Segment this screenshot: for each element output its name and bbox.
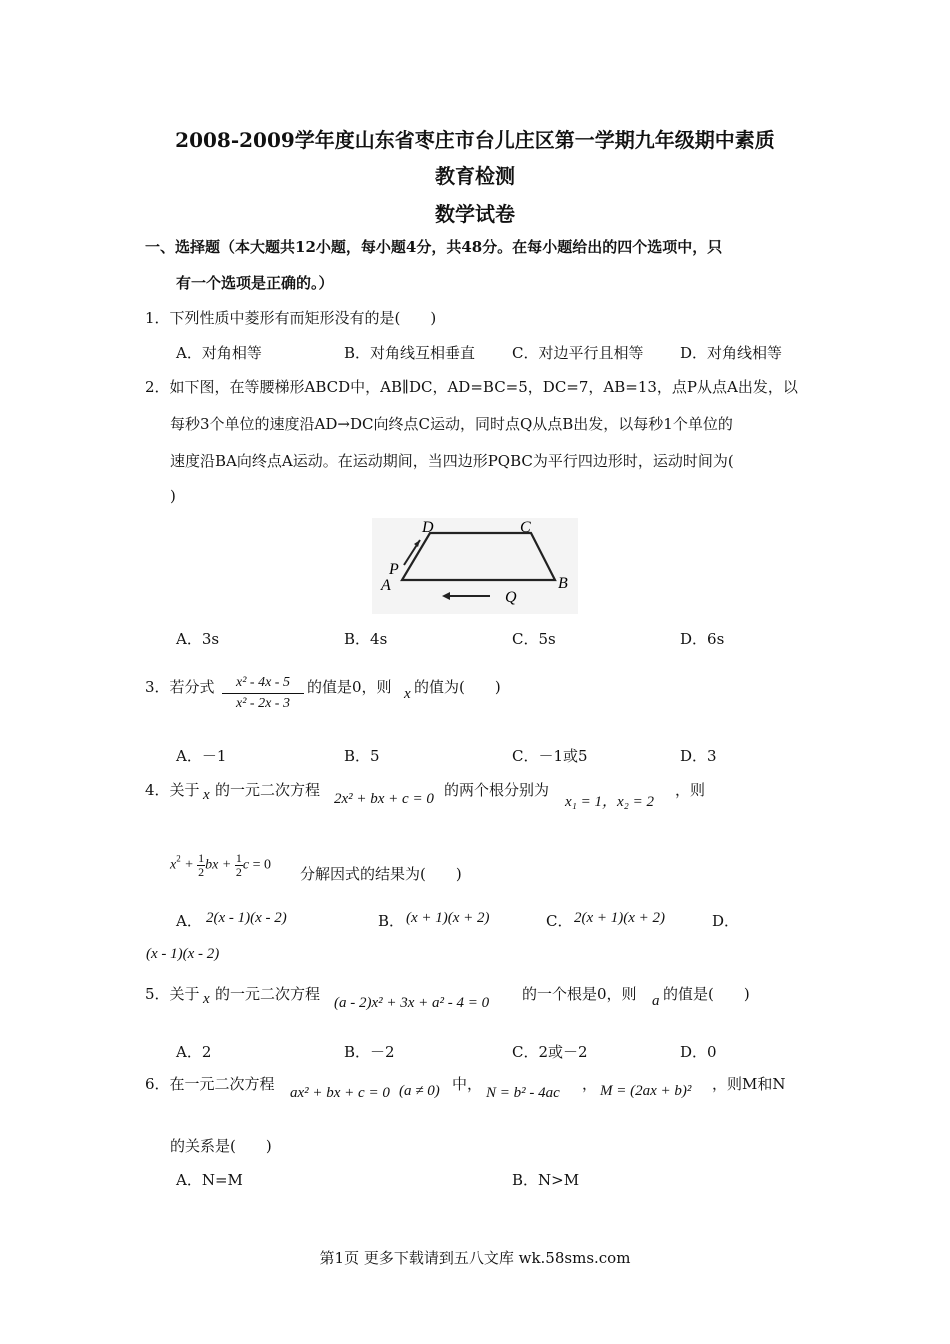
q6-equation: ax² + bx + c = 0 xyxy=(290,1085,390,1101)
q5-option-c: C．2或－2 xyxy=(512,1043,588,1061)
q1-option-c: C．对边平行且相等 xyxy=(512,344,644,362)
q4-option-a: 2(x - 1)(x - 2) xyxy=(206,910,287,926)
question-4-prefix: 4．关于 xyxy=(145,781,200,799)
question-1-stem: 1．下列性质中菱形有而矩形没有的是( ) xyxy=(145,309,437,327)
question-3-prefix: 3．若分式 xyxy=(145,678,215,696)
q4-half-2: $\frac{1}{2}$ xyxy=(235,851,242,879)
q6-option-a: A．N=M xyxy=(176,1171,243,1189)
q4-option-c-label: C． xyxy=(546,912,573,930)
question-5-mid1: 的一元二次方程 xyxy=(215,985,321,1003)
question-6-suffix: ，则M和N xyxy=(712,1075,786,1093)
question-2-line-3: 速度沿BA向终点A运动。在运动期间，当四边形PQBC为平行四边形时，运动时间为( xyxy=(170,452,734,470)
q1-option-a: A．对角相等 xyxy=(176,344,262,362)
q4-option-b-label: B． xyxy=(378,912,405,930)
question-6-comma: ， xyxy=(582,1075,598,1093)
question-5-suffix: 的值是( ) xyxy=(663,985,750,1003)
title-line-1: 2008-2009学年度山东省枣庄市台儿庄区第一学期九年级期中素质 xyxy=(175,128,775,152)
q4-expr-tail: = 0 xyxy=(252,857,271,873)
question-4-suffix: ，则 xyxy=(675,781,706,799)
q3-fraction xyxy=(222,675,304,712)
label-q: Q xyxy=(505,589,517,606)
q4-option-c: 2(x + 1)(x + 2) xyxy=(574,910,666,926)
q6-option-b: B．N>M xyxy=(512,1171,580,1189)
q2-option-c: C．5s xyxy=(512,630,556,648)
q2-option-d: D．6s xyxy=(680,630,725,648)
page-footer: 第1页 更多下载请到五八文库 wk.58sms.com xyxy=(319,1249,631,1267)
question-2-line-1: 2．如下图，在等腰梯形ABCD中，AB∥DC，AD=BC=5，DC=7，AB=13，点P从点A出发，以 xyxy=(145,378,798,396)
question-6-mid: 中， xyxy=(452,1075,483,1093)
question-2-line-2: 每秒3个单位的速度沿AD→DC向终点C运动，同时点Q从点B出发，以每秒1个单位的 xyxy=(170,415,733,433)
question-4-mid1: 的一元二次方程 xyxy=(215,781,321,799)
q3-var-x: x xyxy=(404,686,411,702)
q3-numerator: x² - 4x - 5 xyxy=(222,675,304,694)
q4-roots: x₁ = 1，x₂ = 2 xyxy=(565,794,654,810)
q2-option-b: B．4s xyxy=(344,630,388,648)
question-4-mid2: 的两个根分别为 xyxy=(444,781,550,799)
q5-option-b: B．－2 xyxy=(344,1043,395,1061)
trapezoid-figure xyxy=(372,518,578,614)
question-6-line-2: 的关系是( ) xyxy=(170,1137,272,1155)
section-1-heading: 一、选择题（本大题共12小题，每小题4分，共48分。在每小题给出的四个选项中，只 xyxy=(145,238,723,256)
q5-var-a: a xyxy=(652,993,660,1009)
title-line-2: 教育检测 xyxy=(435,164,515,188)
q1-option-b: B．对角线互相垂直 xyxy=(344,344,476,362)
question-5-prefix: 5．关于 xyxy=(145,985,200,1003)
q6-condition: (a ≠ 0) xyxy=(399,1083,440,1099)
q4-option-b: (x + 1)(x + 2) xyxy=(406,910,490,926)
label-b: B xyxy=(558,575,568,592)
section-1-heading-cont: 有一个选项是正确的。） xyxy=(176,274,334,292)
q4-option-d: (x - 1)(x - 2) xyxy=(146,946,220,962)
q5-var-x: x xyxy=(203,991,210,1007)
q3-option-d: D．3 xyxy=(680,747,717,765)
q4-var-x: x xyxy=(203,787,210,803)
q3-denominator: x² - 2x - 3 xyxy=(236,696,290,711)
q5-option-a: A．2 xyxy=(176,1043,212,1061)
q6-m-definition: M = (2ax + b)² xyxy=(600,1083,692,1099)
label-d: D xyxy=(422,519,434,536)
q5-equation: (a - 2)x² + 3x + a² - 4 = 0 xyxy=(334,995,490,1011)
q6-n-definition: N = b² - 4ac xyxy=(486,1085,560,1101)
q4-equation: 2x² + bx + c = 0 xyxy=(334,791,434,807)
q4-option-a-label: A． xyxy=(176,912,202,930)
q4-half-1: $\frac{1}{2}$ xyxy=(198,851,205,879)
label-a: A xyxy=(381,577,391,594)
q4-expression: $x^2$ + $\frac{1}{2}$ bx + $\frac{1}{2}$ c = 0 xyxy=(170,851,271,879)
question-4-after-expr: 分解因式的结果为( ) xyxy=(300,865,462,883)
q3-option-a: A．－1 xyxy=(176,747,227,765)
title-line-3: 数学试卷 xyxy=(435,202,515,226)
question-3-mid: 的值是0，则 xyxy=(307,678,392,696)
label-c: C xyxy=(520,519,531,536)
q3-option-b: B．5 xyxy=(344,747,380,765)
question-3-suffix: 的值为( ) xyxy=(414,678,501,696)
q1-option-d: D．对角线相等 xyxy=(680,344,783,362)
q5-option-d: D．0 xyxy=(680,1043,717,1061)
q4-option-d-label: D． xyxy=(712,912,740,930)
question-5-mid2: 的一个根是0，则 xyxy=(522,985,637,1003)
label-p: P xyxy=(389,561,399,578)
question-6-prefix: 6．在一元二次方程 xyxy=(145,1075,275,1093)
question-2-line-4: ) xyxy=(170,487,176,505)
q2-option-a: A．3s xyxy=(176,630,220,648)
q3-option-c: C．－1或5 xyxy=(512,747,588,765)
